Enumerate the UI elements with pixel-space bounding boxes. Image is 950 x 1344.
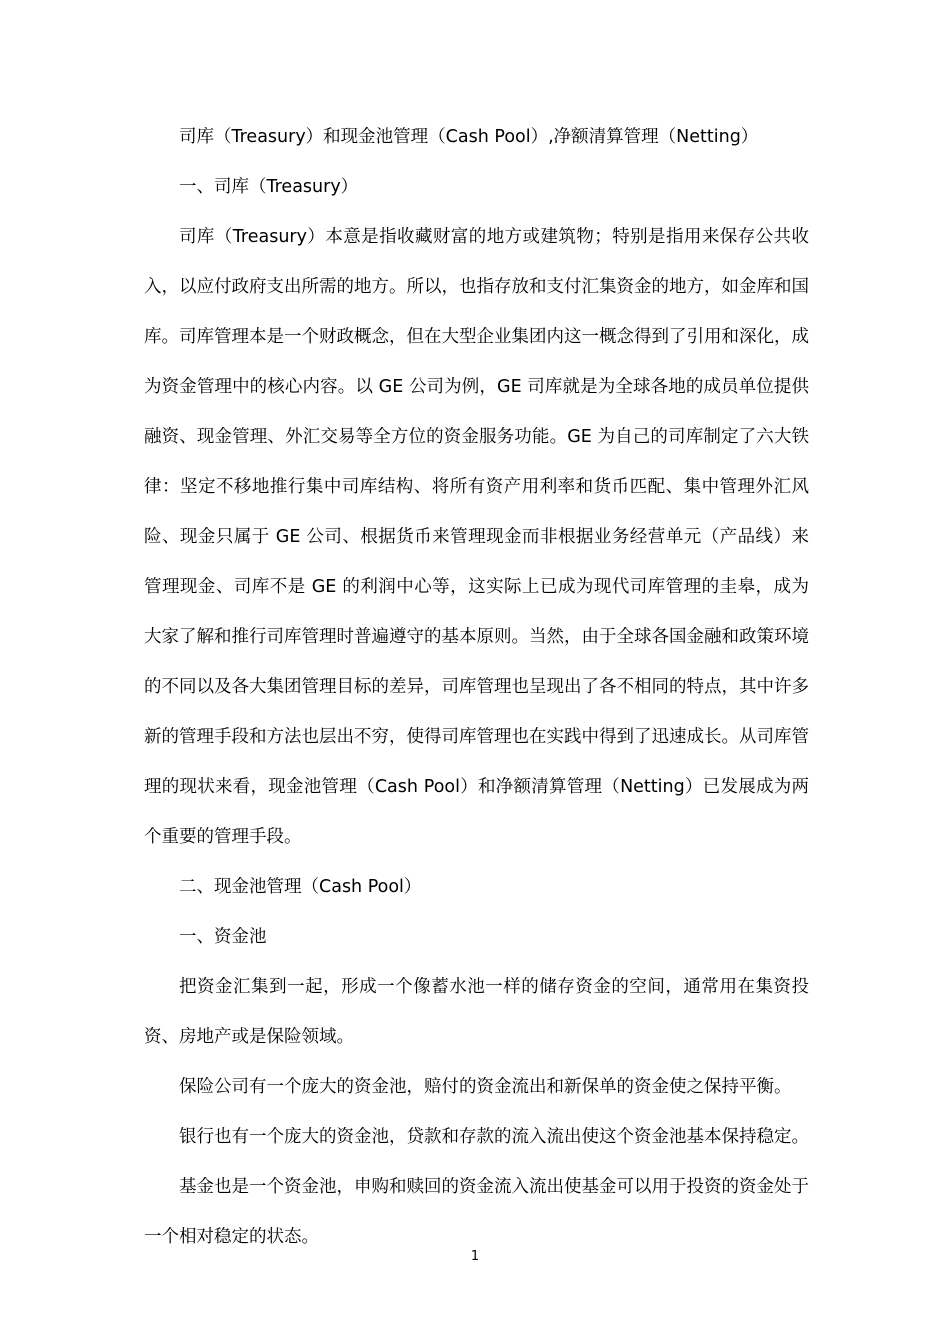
paragraph-treasury-definition: 司库（Treasury）本意是指收藏财富的地方或建筑物；特别是指用来保存公共收入，以应付政府支出所需的地方。所以，也指存放和支付汇集资金的地方，如金库和国库。司库管理本是一个财政概念，但在大型企业集团内这一概念得到了引用和深化，成为资金管理中的核心内容。以 GE 公司为例，GE 司库就是为全球各地的成员单位提供融资、现金管理、外汇交易等全方位的资金服务功能。GE 为自己的司库制定了六大铁律：坚定不移地推行集中司库结构、将所有资产用利率和货币匹配、集中管理外汇风险、现金只属于 GE 公司、根据货币来管理现金而非根据业务经营单元（产品线）来管理现金、司库不是 GE 的利润中心等，这实际上已成为现代司库管理的圭皋，成为大家了解和推行司库管理时普遍遵守的基本原则。当然，由于全球各国金融和政策环境的不同以及各大集团管理目标的差异，司库管理也呈现出了各不相同的特点，其中许多新的管理手段和方法也层出不穷，使得司库管理也在实践中得到了迅速成长。从司库管理的现状来看，现金池管理（Cash Pool）和净额清算管理（Netting）已发展成为两个重要的管理手段。 [144, 227, 809, 847]
paragraph-fund-pool-definition: 把资金汇集到一起，形成一个像蓄水池一样的储存资金的空间，通常用在集资投资、房地产或是保险领域。 [144, 977, 809, 1047]
document-body [144, 112, 809, 1262]
section-heading-treasury: 一、司库（Treasury） [179, 177, 359, 197]
section-heading-cash-pool: 二、现金池管理（Cash Pool） [179, 877, 422, 897]
document-title: 司库（Treasury）和现金池管理（Cash Pool）,净额清算管理（Netting） [179, 127, 759, 147]
page-number: 1 [470, 1249, 480, 1264]
subsection-heading-fund-pool: 一、资金池 [179, 927, 267, 947]
paragraph-bank-pool: 银行也有一个庞大的资金池，贷款和存款的流入流出使这个资金池基本保持稳定。 [179, 1127, 809, 1147]
paragraph-fund-stability: 基金也是一个资金池，申购和赎回的资金流入流出使基金可以用于投资的资金处于一个相对稳定的状态。 [144, 1177, 809, 1247]
paragraph-insurance-pool: 保险公司有一个庞大的资金池，赔付的资金流出和新保单的资金使之保持平衡。 [179, 1077, 792, 1097]
